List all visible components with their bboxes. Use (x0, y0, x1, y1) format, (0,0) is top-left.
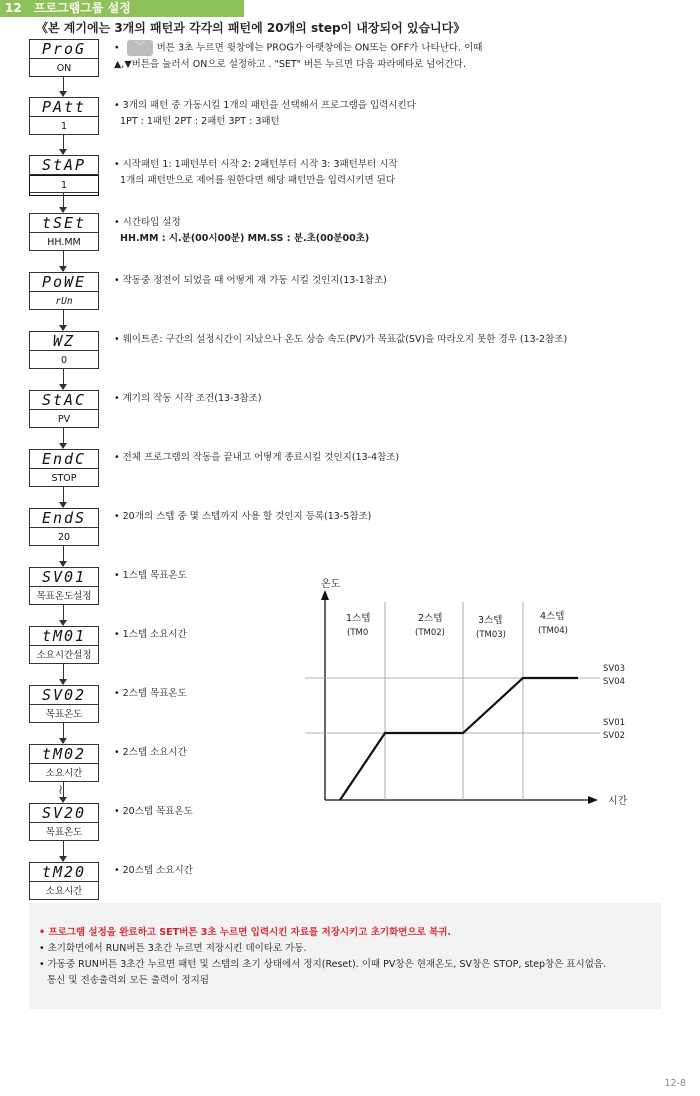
segment-display: tM01 (30, 627, 98, 646)
display-box-sv02 (29, 685, 99, 723)
level-label-sv02: SV02 (603, 731, 626, 741)
display-value: 목표온도설정 (36, 591, 92, 602)
desc-line: 웨이트존: 구간의 설정시간이 지났으나 온도 상승 속도(PV)가 목표값(SV)을 따라오지 못한 경우 (13-2참조) (122, 334, 568, 345)
display-box-prog (29, 39, 99, 77)
desc-prog: • ﹀ 버튼 3초 누르면 윗창에는 PROG가 아랫창에는 ON또는 OFF가 나타난다. 이때 ▲,▼버튼을 눌러서 ON으로 설정하고 . "SET" 버튼 누르면 다음 파라메타로 넘어간다. (114, 42, 483, 70)
desc-line: 2스텝 소요시간 (122, 747, 187, 758)
note-text: 가동중 RUN버튼 3초간 누르면 패턴 및 스텝의 초기 상태에서 정지(Reset). 이때 PV창은 현재온도, SV창은 STOP, step창은 표시없음. (47, 959, 607, 970)
desc-line: ▲,▼버튼을 눌러서 ON으로 설정하고 . "SET" 버튼 누르면 다음 파라메타로 넘어간다. (114, 58, 466, 70)
desc-endc: • 전체 프로그램의 작동을 끝내고 어떻게 종료시킬 것인지(13-4참조) (114, 452, 400, 463)
chevron-down-icon: ﹀ (127, 40, 153, 56)
segment-display: PoWE (30, 273, 98, 292)
desc-line: 20스텝 소요시간 (122, 865, 193, 876)
level-label-sv04: SV04 (603, 677, 626, 687)
segment-display: SV20 (30, 804, 98, 823)
step-label-4: 4스텝 (540, 611, 565, 622)
desc-line: 버튼 3초 누르면 윗창에는 PROG가 아랫창에는 ON또는 OFF가 나타난다. 이때 (156, 42, 483, 54)
notes-box (29, 903, 661, 1009)
desc-patt: • 3개의 패턴 중 가동시킬 1개의 패턴을 선택해서 프로그램을 입력시킨다 1PT : 1패턴 2PT : 2패턴 3PT : 3패턴 (114, 100, 416, 127)
display-value: 1 (29, 175, 99, 196)
display-box-endc (29, 449, 99, 487)
level-label-sv01: SV01 (603, 718, 626, 728)
flow-arrow (63, 193, 64, 212)
display-value: 0 (60, 355, 68, 366)
desc-line: 2스텝 목표온도 (122, 688, 187, 699)
note-text: 초기화면에서 RUN버튼 3초간 누르면 저장시킨 데이타로 가동. (47, 943, 307, 954)
display-value: 목표온도 (45, 827, 83, 838)
continuation-tilde: ≀ (58, 782, 64, 798)
section-number: 12 (5, 1, 22, 15)
flow-arrow (63, 369, 64, 389)
flow-arrow (63, 605, 64, 625)
note-line: • 초기화면에서 RUN버튼 3초간 누르면 저장시킨 데이타로 가동. (39, 943, 307, 954)
page-number: 12-8 (664, 1078, 686, 1089)
display-box-ends (29, 508, 99, 546)
segment-display: StAP (30, 156, 98, 175)
desc-line: 1PT : 1패턴 2PT : 2패턴 3PT : 3패턴 (120, 116, 280, 127)
flow-arrow (63, 841, 64, 861)
section-header (0, 0, 244, 17)
display-box-wz (29, 331, 99, 369)
desc-line: 시작패턴 1: 1패턴부터 시작 2: 2패턴부터 시작 3: 3패턴부터 시작 (122, 159, 398, 170)
level-label-sv03: SV03 (603, 664, 626, 674)
segment-display: tM02 (30, 745, 98, 764)
desc-stac: • 계기의 작동 시작 조건(13-3참조) (114, 393, 262, 404)
display-value: 20 (57, 532, 71, 543)
flow-arrow (63, 428, 64, 448)
segment-display: tM20 (30, 863, 98, 882)
display-value: 소요시간 (45, 768, 83, 779)
display-box-stac (29, 390, 99, 428)
desc-line: 계기의 작동 시작 조건(13-3참조) (122, 393, 262, 404)
flow-arrow (63, 77, 64, 96)
desc-line: 3개의 패턴 중 가동시킬 1개의 패턴을 선택해서 프로그램을 입력시킨다 (122, 100, 416, 111)
note-line: • 프로그램 설정을 완료하고 SET버튼 3초 누르면 입력시킨 자료를 저장시키고 초기화면으로 복귀. (39, 927, 452, 938)
segment-display: PAtt (30, 98, 98, 117)
display-value: HH.MM (47, 237, 81, 248)
desc-wz: • 웨이트존: 구간의 설정시간이 지났으나 온도 상승 속도(PV)가 목표값(SV)을 따라오지 못한 경우 (13-2참조) (114, 334, 568, 345)
step-tm-3: (TM03) (476, 630, 506, 640)
subtitle: 《본 계기에는 3개의 패턴과 각각의 패턴에 20개의 step이 내장되어 있습니다》 (36, 21, 466, 35)
segment-display: StAC (30, 391, 98, 410)
flow-arrow (63, 664, 64, 684)
segment-display: EndC (30, 450, 98, 469)
section-title: 프로그램그룹 설정 (33, 1, 131, 15)
step-label-2: 2스텝 (418, 613, 443, 624)
segment-display: tSEt (30, 214, 98, 233)
y-axis-label: 온도 (321, 579, 341, 590)
desc-tm01: • 1스텝 소요시간 (114, 629, 187, 640)
desc-line: HH.MM : 시.분(00시00분) MM.SS : 분.초(00분00초) (120, 233, 370, 244)
segment-display: SV01 (30, 568, 98, 587)
x-axis-label: 시간 (608, 796, 628, 807)
display-box-tm01 (29, 626, 99, 664)
display-value: ON (56, 63, 72, 74)
desc-line: 20개의 스텝 중 몇 스텝까지 사용 할 것인지 등록(13-5참조) (122, 511, 372, 522)
segment-display: EndS (30, 509, 98, 528)
note-text: 프로그램 설정을 완료하고 SET버튼 3초 누르면 입력시킨 자료를 저장시키고 초기화면으로 복귀. (48, 927, 452, 938)
note-text: 통신 및 전송출력외 모든 출력이 정지됨 (47, 975, 209, 986)
x-axis-arrowhead (588, 796, 598, 804)
y-axis-arrowhead (321, 590, 329, 600)
display-box-patt (29, 97, 99, 135)
display-value: 소요시간설정 (36, 650, 92, 661)
flow-arrow (63, 782, 64, 802)
note-line (39, 973, 661, 989)
note-line: • 가동중 RUN버튼 3초간 누르면 패턴 및 스텝의 초기 상태에서 정지(Reset). 이때 PV창은 현재온도, SV창은 STOP, step창은 표시없음. (39, 959, 607, 970)
display-box-tm02 (29, 744, 99, 782)
flow-arrow (63, 546, 64, 566)
display-box-tset (29, 213, 99, 251)
flow-arrow (63, 251, 64, 271)
segment-display: SV02 (30, 686, 98, 705)
display-value: STOP (51, 473, 77, 484)
flow-arrow (63, 723, 64, 743)
desc-tm20: • 20스텝 소요시간 (114, 865, 193, 876)
temperature-profile-line (340, 678, 578, 800)
step-tm-1: (TM0 (347, 628, 369, 638)
display-box-sv20 (29, 803, 99, 841)
desc-line: 시간타입 설정 (122, 217, 181, 228)
flow-arrow (63, 487, 64, 507)
desc-sv02: • 2스텝 목표온도 (114, 688, 187, 699)
desc-powe: • 작동중 정전이 되었을 때 어떻게 재 가동 시킬 것인지(13-1참조) (114, 275, 387, 286)
display-value: 1 (60, 121, 68, 132)
desc-ends: • 20개의 스텝 중 몇 스텝까지 사용 할 것인지 등록(13-5참조) (114, 511, 372, 522)
desc-tset: • 시간타입 설정 HH.MM : 시.분(00시00분) MM.SS : 분.초(00분00초) (114, 217, 370, 244)
display-value: PV (57, 414, 71, 425)
display-box-powe (29, 272, 99, 310)
flow-arrow (63, 310, 64, 330)
display-box-stap (29, 155, 99, 193)
desc-line: 1스텝 소요시간 (122, 629, 187, 640)
desc-line: 전체 프로그램의 작동을 끝내고 어떻게 종료시킬 것인지(13-4참조) (122, 452, 400, 463)
segment-display: ProG (30, 40, 98, 59)
display-box-sv01 (29, 567, 99, 605)
desc-line: 20스텝 목표온도 (122, 806, 193, 817)
display-value: rUn (55, 296, 73, 307)
display-value: 목표온도 (45, 709, 83, 720)
step-tm-4: (TM04) (538, 626, 568, 636)
desc-sv01: • 1스텝 목표온도 (114, 570, 187, 581)
step-tm-2: (TM02) (415, 628, 445, 638)
desc-line: 1스텝 목표온도 (122, 570, 187, 581)
desc-tm02: • 2스텝 소요시간 (114, 747, 187, 758)
program-graph (300, 572, 645, 812)
desc-line: 1개의 패턴만으로 제어를 원한다면 해당 패턴만을 입력시키면 된다 (120, 175, 396, 186)
display-value: 소요시간 (45, 886, 83, 897)
desc-stap: • 시작패턴 1: 1패턴부터 시작 2: 2패턴부터 시작 3: 3패턴부터 시작 1개의 패턴만으로 제어를 원한다면 해당 패턴만을 입력시키면 된다 (114, 159, 398, 186)
display-box-tm20 (29, 862, 99, 900)
segment-display: WZ (30, 332, 98, 351)
step-label-1: 1스텝 (346, 613, 371, 624)
desc-sv20: • 20스텝 목표온도 (114, 806, 193, 817)
flow-arrow (63, 135, 64, 154)
desc-line: 작동중 정전이 되었을 때 어떻게 재 가동 시킬 것인지(13-1참조) (122, 275, 387, 286)
step-label-3: 3스텝 (478, 615, 503, 626)
